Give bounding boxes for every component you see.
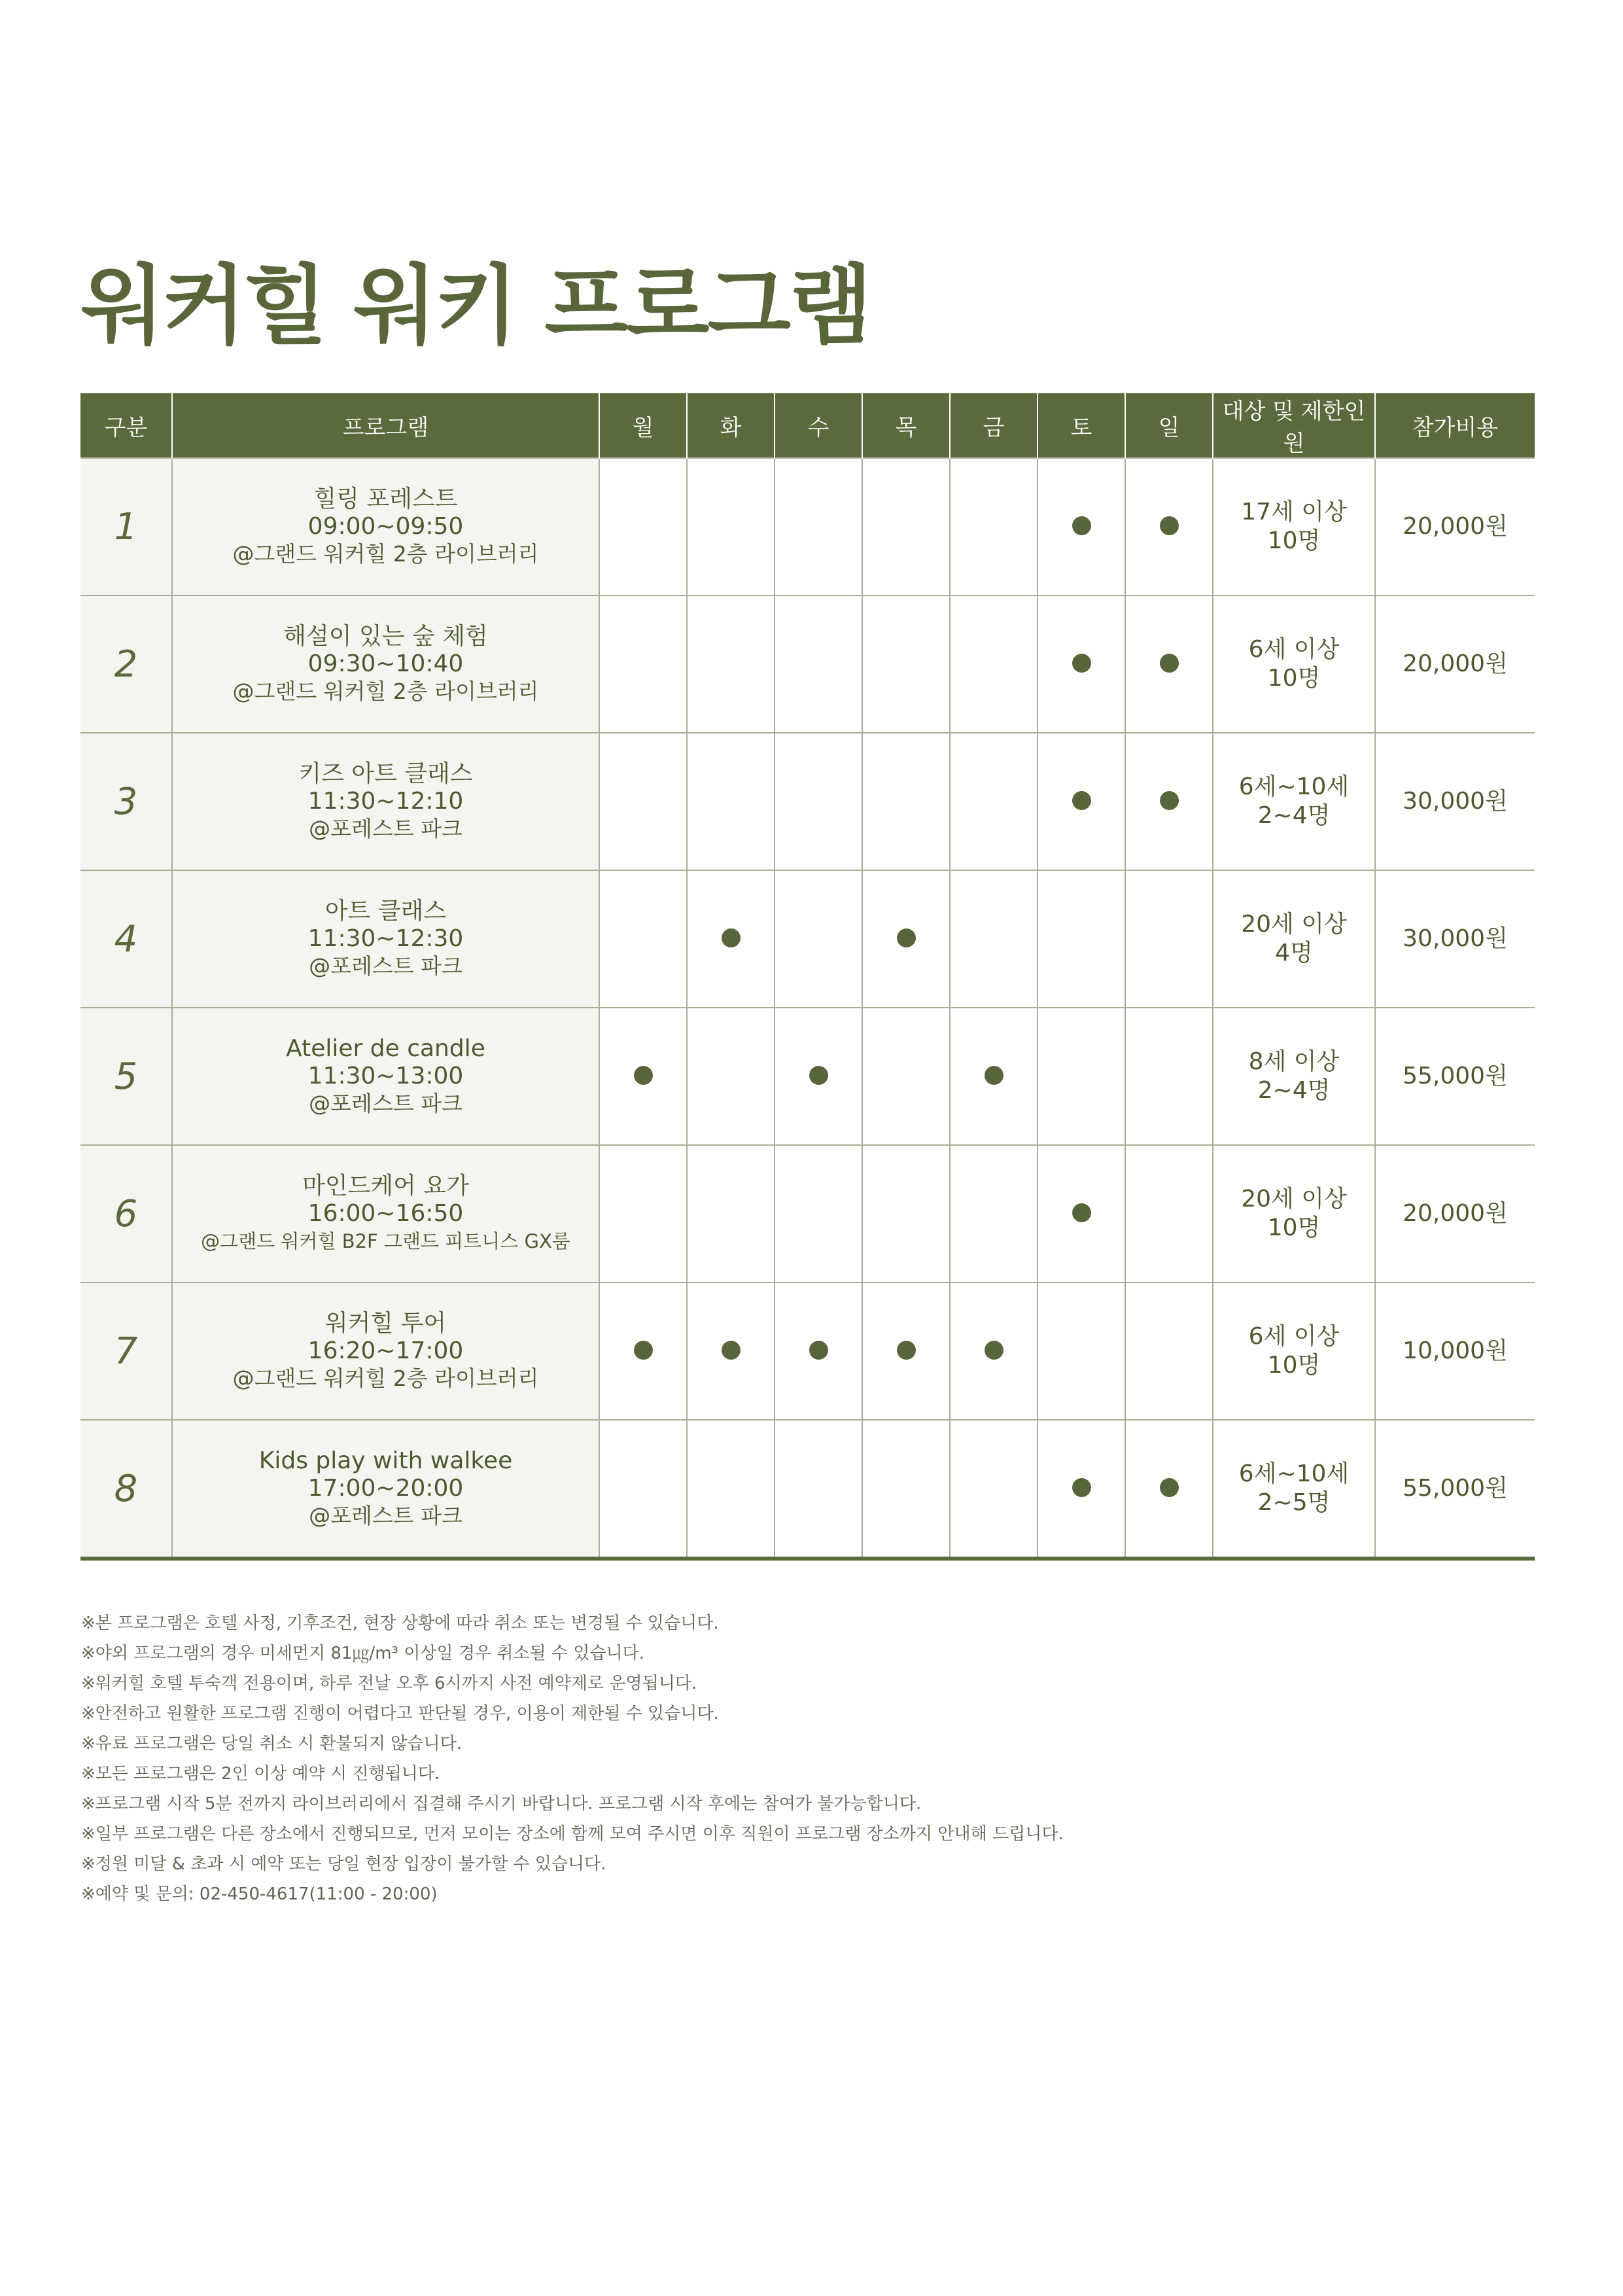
day-cell-sun [1125, 595, 1213, 733]
schedule-dot-icon [1072, 654, 1091, 673]
day-cell-wed [775, 1420, 862, 1559]
day-cell-thu [862, 458, 950, 595]
target-age: 6세 이상 [1248, 636, 1340, 663]
day-cell-wed [775, 1145, 862, 1282]
capacity: 2~4명 [1257, 802, 1331, 829]
day-cell-wed [775, 1008, 862, 1145]
fee: 55,000원 [1375, 1008, 1535, 1145]
program-time: 11:30~12:30 [307, 925, 464, 952]
row-number: 2 [80, 595, 172, 733]
day-cell-thu [862, 870, 950, 1008]
fee: 30,000원 [1375, 870, 1535, 1008]
table-row [80, 1008, 1535, 1145]
capacity: 4명 [1275, 940, 1313, 966]
note-item: ※모든 프로그램은 2인 이상 예약 시 진행됩니다. [81, 1764, 440, 1784]
program-location: @포레스트 파크 [309, 1091, 462, 1116]
day-cell-fri [950, 1145, 1038, 1282]
row-number: 5 [80, 1008, 172, 1145]
schedule-dot-icon [634, 1341, 653, 1360]
day-cell-fri [950, 1008, 1038, 1145]
note-item: ※유료 프로그램은 당일 취소 시 환불되지 않습니다. [81, 1734, 462, 1754]
table-row [80, 1282, 1535, 1420]
note-item: ※프로그램 시작 5분 전까지 라이브러리에서 집결해 주시기 바랍니다. 프로그램 시작 후에는 참여가 불가능합니다. [81, 1794, 922, 1814]
day-cell-sat [1038, 733, 1125, 870]
capacity: 10명 [1267, 1214, 1321, 1241]
note-item: ※야외 프로그램의 경우 미세먼지 81㎍/m³ 이상일 경우 취소될 수 있습니다. [81, 1644, 645, 1663]
program-location: @그랜드 워커힐 2층 라이브러리 [232, 679, 539, 704]
day-cell-mon [599, 1145, 687, 1282]
day-cell-wed [775, 870, 862, 1008]
row-number: 7 [80, 1282, 172, 1420]
day-cell-fri [950, 1420, 1038, 1559]
program-info-cell [172, 1008, 599, 1145]
day-cell-fri [950, 458, 1038, 595]
capacity: 10명 [1267, 665, 1321, 692]
program-time: 16:20~17:00 [307, 1337, 464, 1364]
day-cell-wed [775, 458, 862, 595]
program-location: @포레스트 파크 [309, 953, 462, 979]
note-item: ※본 프로그램은 호텔 사정, 기후조건, 현장 상황에 따라 취소 또는 변경될 수 있습니다. [81, 1614, 719, 1633]
header-wed: 수 [775, 393, 862, 458]
day-cell-sat [1038, 1008, 1125, 1145]
day-cell-thu [862, 1008, 950, 1145]
row-number: 1 [80, 458, 172, 595]
capacity: 2~4명 [1257, 1077, 1331, 1104]
day-cell-sat [1038, 595, 1125, 733]
program-name: 키즈 아트 클래스 [298, 760, 473, 787]
program-name: 아트 클래스 [324, 898, 447, 925]
fee: 30,000원 [1375, 733, 1535, 870]
row-number: 8 [80, 1420, 172, 1559]
header-tue: 화 [687, 393, 775, 458]
table-row [80, 458, 1535, 595]
program-info-cell [172, 733, 599, 870]
day-cell-thu [862, 1420, 950, 1559]
program-location: @그랜드 워커힐 B2F 그랜드 피트니스 GX룸 [201, 1230, 570, 1252]
row-number: 4 [80, 870, 172, 1008]
day-cell-tue [687, 595, 775, 733]
day-cell-thu [862, 595, 950, 733]
day-cell-sun [1125, 1008, 1213, 1145]
target-capacity-cell [1213, 1282, 1375, 1420]
target-age: 20세 이상 [1241, 1186, 1347, 1212]
program-info-cell [172, 595, 599, 733]
table-header-row [80, 393, 1535, 458]
capacity: 2~5명 [1257, 1489, 1331, 1516]
target-age: 6세 이상 [1248, 1323, 1340, 1350]
note-item: ※일부 프로그램은 다른 장소에서 진행되므로, 먼저 모이는 장소에 함께 모여 주시면 이후 직원이 프로그램 장소까지 안내해 드립니다. [81, 1824, 1064, 1844]
day-cell-wed [775, 733, 862, 870]
day-cell-tue [687, 733, 775, 870]
day-cell-wed [775, 1282, 862, 1420]
schedule-dot-icon [985, 1341, 1003, 1360]
program-info-cell [172, 458, 599, 595]
target-capacity-cell [1213, 1145, 1375, 1282]
header-thu: 목 [862, 393, 950, 458]
target-age: 8세 이상 [1248, 1048, 1340, 1075]
notes-list [81, 1608, 1064, 1909]
schedule-dot-icon [1160, 791, 1179, 810]
program-name: 힐링 포레스트 [313, 486, 458, 512]
fee: 10,000원 [1375, 1282, 1535, 1420]
program-time: 11:30~12:10 [307, 788, 464, 815]
header-target-capacity: 대상 및 제한인원 [1213, 393, 1375, 458]
program-location: @포레스트 파크 [309, 1503, 462, 1528]
capacity: 10명 [1267, 527, 1321, 554]
day-cell-sun [1125, 733, 1213, 870]
note-item: ※예약 및 문의: 02-450-4617(11:00 - 20:00) [81, 1884, 438, 1904]
schedule-dot-icon [809, 1341, 828, 1360]
program-info-cell [172, 1145, 599, 1282]
day-cell-mon [599, 458, 687, 595]
header-sat: 토 [1038, 393, 1125, 458]
header-mon: 월 [599, 393, 687, 458]
schedule-dot-icon [1160, 1478, 1179, 1497]
table-row [80, 595, 1535, 733]
table-row [80, 870, 1535, 1008]
target-capacity-cell [1213, 595, 1375, 733]
table-row [80, 733, 1535, 870]
day-cell-mon [599, 1420, 687, 1559]
schedule-dot-icon [809, 1066, 828, 1085]
program-location: @포레스트 파크 [309, 816, 462, 841]
page-title: 워커힐 워키 프로그램 [81, 256, 871, 357]
schedule-dot-icon [634, 1066, 653, 1085]
day-cell-sat [1038, 870, 1125, 1008]
header-fee: 참가비용 [1375, 393, 1535, 458]
program-location: @그랜드 워커힐 2층 라이브러리 [232, 541, 539, 567]
day-cell-tue [687, 1420, 775, 1559]
row-number: 6 [80, 1145, 172, 1282]
program-schedule-table [80, 393, 1535, 1561]
target-capacity-cell [1213, 1420, 1375, 1559]
day-cell-tue [687, 1282, 775, 1420]
target-age: 17세 이상 [1241, 499, 1347, 525]
header-category: 구분 [80, 393, 172, 458]
day-cell-tue [687, 1145, 775, 1282]
day-cell-fri [950, 1282, 1038, 1420]
day-cell-fri [950, 595, 1038, 733]
target-age: 20세 이상 [1241, 911, 1347, 938]
day-cell-wed [775, 595, 862, 733]
target-capacity-cell [1213, 458, 1375, 595]
day-cell-sun [1125, 1282, 1213, 1420]
schedule-dot-icon [897, 1341, 916, 1360]
table-row [80, 1145, 1535, 1282]
day-cell-sun [1125, 870, 1213, 1008]
day-cell-thu [862, 1282, 950, 1420]
table-row [80, 1420, 1535, 1559]
fee: 55,000원 [1375, 1420, 1535, 1559]
schedule-dot-icon [1160, 516, 1179, 535]
day-cell-fri [950, 733, 1038, 870]
fee: 20,000원 [1375, 458, 1535, 595]
schedule-dot-icon [1072, 1203, 1091, 1222]
schedule-dot-icon [1072, 516, 1091, 535]
day-cell-mon [599, 1008, 687, 1145]
target-capacity-cell [1213, 1008, 1375, 1145]
program-time: 11:30~13:00 [307, 1063, 464, 1089]
day-cell-sat [1038, 458, 1125, 595]
day-cell-thu [862, 1145, 950, 1282]
program-info-cell [172, 1282, 599, 1420]
day-cell-mon [599, 870, 687, 1008]
day-cell-sat [1038, 1145, 1125, 1282]
program-name: Atelier de candle [286, 1035, 485, 1062]
target-capacity-cell [1213, 870, 1375, 1008]
row-number: 3 [80, 733, 172, 870]
program-info-cell [172, 1420, 599, 1559]
program-time: 09:30~10:40 [307, 650, 464, 677]
program-name: 해설이 있는 숲 체험 [283, 623, 488, 650]
day-cell-sat [1038, 1282, 1125, 1420]
header-program: 프로그램 [172, 393, 599, 458]
header-fri: 금 [950, 393, 1038, 458]
note-item: ※안전하고 원활한 프로그램 진행이 어렵다고 판단될 경우, 이용이 제한될 수 있습니다. [81, 1704, 719, 1723]
capacity: 10명 [1267, 1352, 1321, 1379]
program-location: @그랜드 워커힐 2층 라이브러리 [232, 1366, 539, 1391]
day-cell-mon [599, 1282, 687, 1420]
schedule-dot-icon [722, 928, 741, 947]
day-cell-mon [599, 733, 687, 870]
fee: 20,000원 [1375, 1145, 1535, 1282]
program-info-cell [172, 870, 599, 1008]
day-cell-tue [687, 1008, 775, 1145]
note-item: ※워커힐 호텔 투숙객 전용이며, 하루 전날 오후 6시까지 사전 예약제로 운영됩니다. [81, 1674, 697, 1693]
schedule-dot-icon [722, 1341, 741, 1360]
header-sun: 일 [1125, 393, 1213, 458]
target-capacity-cell [1213, 733, 1375, 870]
day-cell-sun [1125, 1145, 1213, 1282]
schedule-dot-icon [985, 1066, 1003, 1085]
target-age: 6세~10세 [1238, 1460, 1350, 1487]
day-cell-sun [1125, 458, 1213, 595]
program-name: Kids play with walkee [258, 1447, 513, 1474]
target-age: 6세~10세 [1238, 773, 1350, 800]
schedule-dot-icon [897, 928, 916, 947]
day-cell-tue [687, 458, 775, 595]
day-cell-thu [862, 733, 950, 870]
fee: 20,000원 [1375, 595, 1535, 733]
schedule-dot-icon [1160, 654, 1179, 673]
program-name: 워커힐 투어 [324, 1310, 447, 1337]
day-cell-sat [1038, 1420, 1125, 1559]
program-time: 17:00~20:00 [307, 1475, 464, 1502]
program-time: 16:00~16:50 [307, 1200, 464, 1227]
day-cell-sun [1125, 1420, 1213, 1559]
day-cell-tue [687, 870, 775, 1008]
schedule-dot-icon [1072, 1478, 1091, 1497]
note-item: ※정원 미달 & 초과 시 예약 또는 당일 현장 입장이 불가할 수 있습니다. [81, 1854, 606, 1874]
program-name: 마인드케어 요가 [302, 1173, 469, 1199]
program-time: 09:00~09:50 [307, 513, 464, 540]
day-cell-mon [599, 595, 687, 733]
day-cell-fri [950, 870, 1038, 1008]
schedule-dot-icon [1072, 791, 1091, 810]
